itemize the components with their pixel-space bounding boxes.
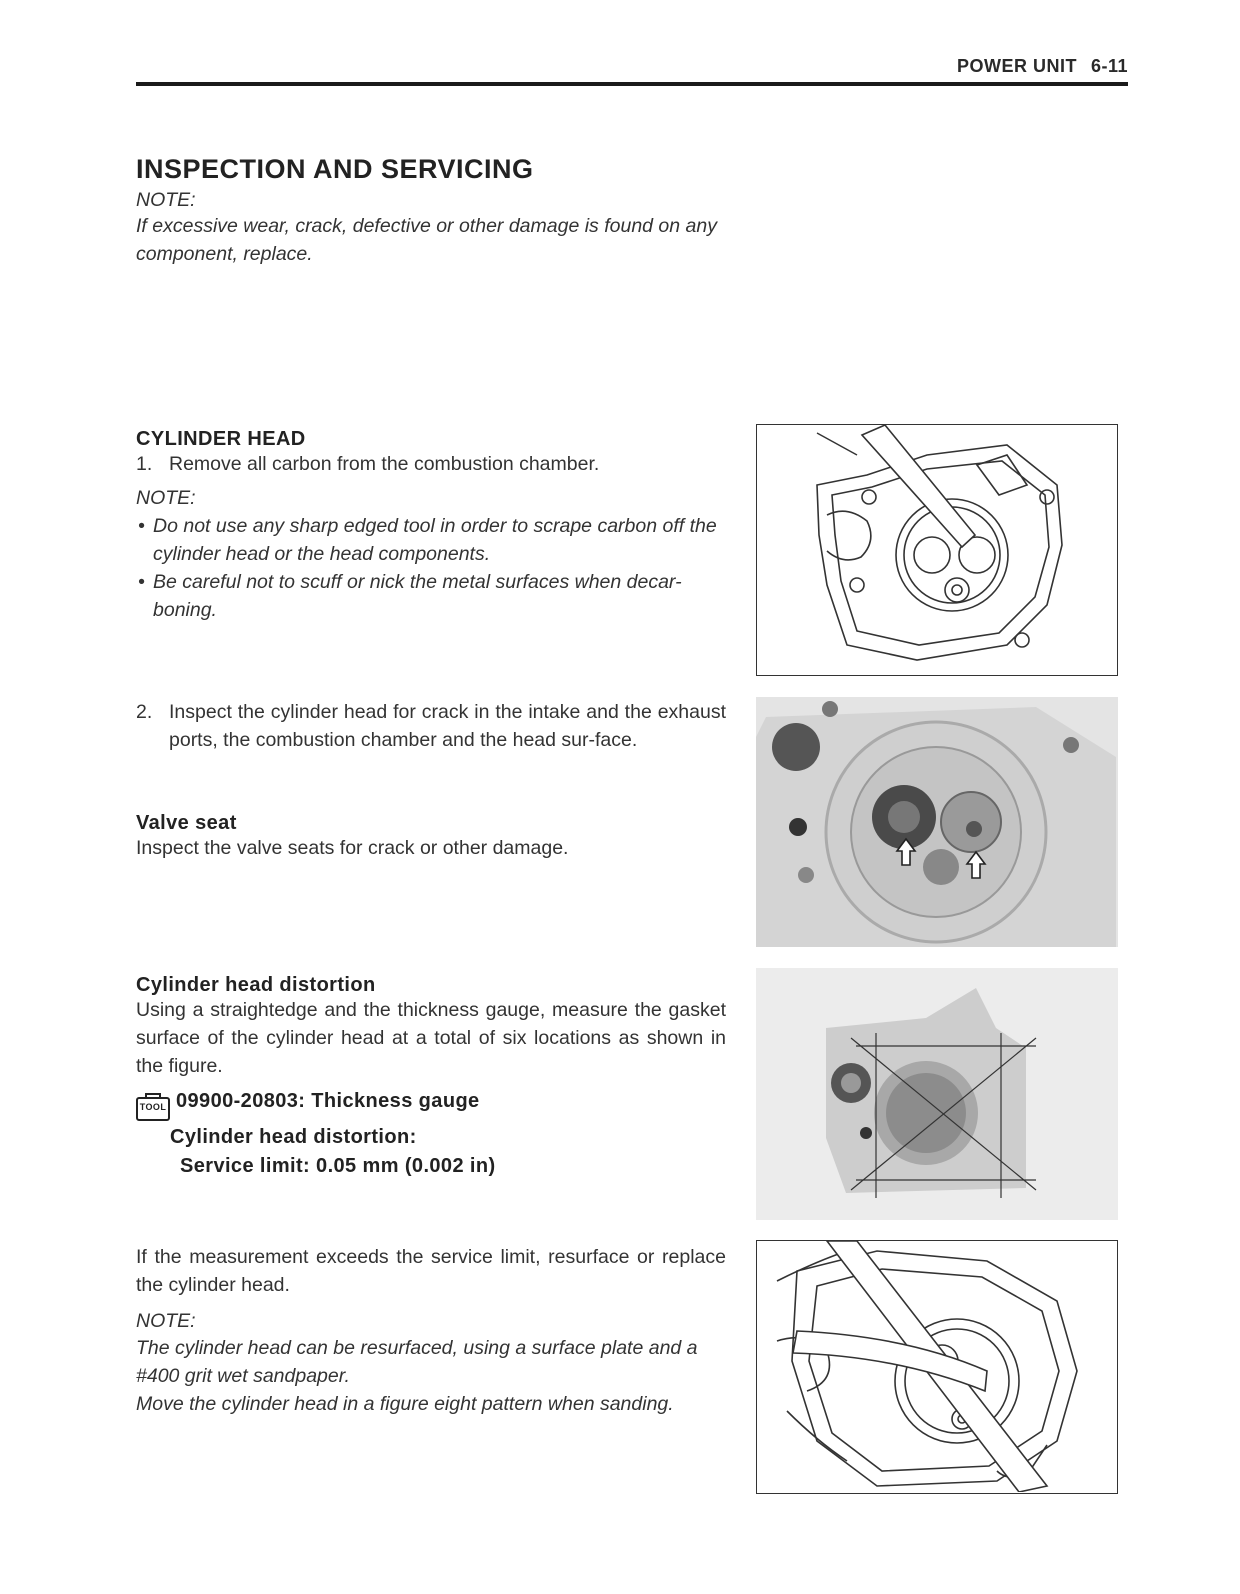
- figure-carbon-removal: [756, 424, 1118, 676]
- step-1: [136, 450, 726, 478]
- spec-label: Cylinder head distortion:: [170, 1126, 417, 1148]
- list-item: [136, 512, 726, 568]
- step-2: [136, 698, 726, 754]
- step-1-text: Remove all carbon from the combustion chamber.: [169, 453, 600, 475]
- resurface-text: If the measurement exceeds the service limit, resurface or replace the cylinder head.: [136, 1246, 726, 1296]
- distortion-photo: [756, 968, 1118, 1220]
- intro-note-label: NOTE:: [136, 189, 196, 211]
- figure-valve-seat-photo: [756, 697, 1118, 947]
- cylinder-head-heading: CYLINDER HEAD: [136, 428, 306, 450]
- figure-distortion-photo: [756, 968, 1118, 1220]
- bullet-icon: •: [138, 571, 145, 593]
- cylinder-head-drawing-2: [757, 1241, 1116, 1492]
- page-title: INSPECTION AND SERVICING: [136, 154, 534, 184]
- valve-seat-text: Inspect the valve seats for crack or other damage.: [136, 837, 569, 859]
- page-number: 6-11: [1090, 56, 1128, 76]
- step-1-number: 1.: [136, 453, 153, 475]
- resurface-note-label: NOTE:: [136, 1310, 196, 1332]
- bullet-icon: •: [138, 515, 145, 537]
- tool-line: [136, 1090, 480, 1121]
- figure-straightedge: [756, 1240, 1118, 1494]
- spec-value: Service limit: 0.05 mm (0.002 in): [180, 1155, 496, 1177]
- resurface-note-2: Move the cylinder head in a figure eight pattern when sanding.: [136, 1393, 674, 1415]
- list-item: [136, 568, 726, 624]
- page-header: [943, 56, 1128, 77]
- section-name: POWER UNIT: [956, 56, 1077, 76]
- cylinder-head-drawing-1: [757, 425, 1116, 674]
- bullet-text: Be careful not to scuff or nick the metal surfaces when decar-boning.: [153, 571, 682, 621]
- intro-note-text: If excessive wear, crack, defective or other damage is found on any component, replace.: [136, 215, 717, 265]
- toolbox-icon: TOOL: [136, 1097, 170, 1121]
- cylinder-head-note-list: [136, 512, 726, 624]
- step-2-number: 2.: [136, 701, 153, 723]
- cylinder-head-note-label: NOTE:: [136, 487, 196, 509]
- valve-seat-photo: [756, 697, 1118, 947]
- step-2-text: Inspect the cylinder head for crack in the intake and the exhaust ports, the combustion chamber and the head sur-face.: [169, 701, 726, 751]
- distortion-heading: Cylinder head distortion: [136, 974, 376, 996]
- resurface-note-1: The cylinder head can be resurfaced, using a surface plate and a #400 grit wet sandpaper.: [136, 1337, 698, 1387]
- tool-spec: 09900-20803: Thickness gauge: [176, 1090, 480, 1112]
- distortion-text: Using a straightedge and the thickness gauge, measure the gasket surface of the cylinder head at a total of six locations as shown in the figure.: [136, 999, 726, 1077]
- header-rule: [136, 82, 1128, 86]
- bullet-text: Do not use any sharp edged tool in order to scrape carbon off the cylinder head or the head components.: [153, 515, 717, 565]
- valve-seat-heading: Valve seat: [136, 812, 237, 834]
